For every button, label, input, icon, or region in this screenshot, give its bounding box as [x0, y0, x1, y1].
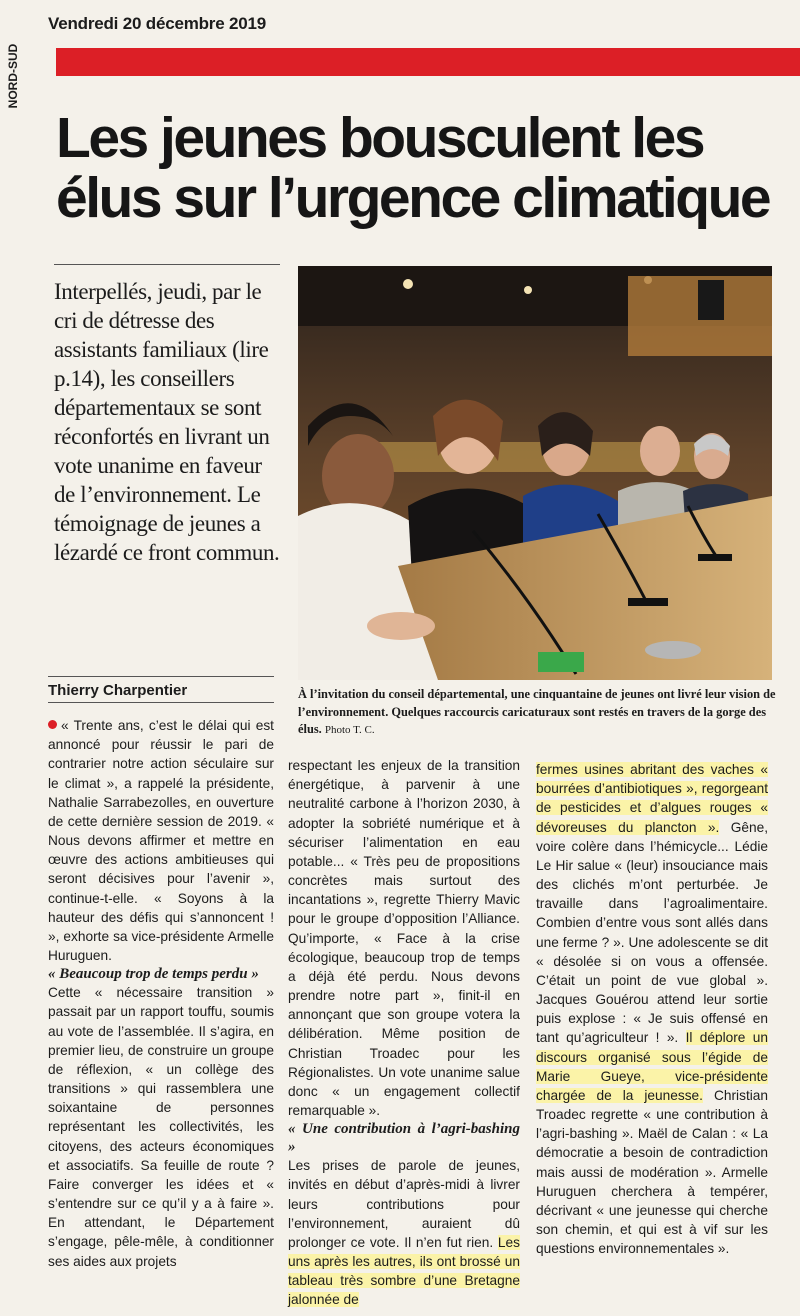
col1-paragraph-2: Cette « nécessaire transition » passait par un rapport touffu, soumis au vote de l’assemblée. Il s’agira, en premier lieu, de construire un groupe de réflexion, « un collège des transitions » qui rassemblera une soixantaine de personnes représentant les collectivités, les citoyens, des acteurs économiques et associatifs. Sa feuille de route ? Faire converger les idées et « s’entendre sur ce qu’il y a à faire ». En attendant, le Département s’engage, pêle-mêle, à conditionner ses aides aux projets: [48, 985, 274, 1269]
photo-caption: [298, 686, 784, 739]
headline-line-1: Les jeunes bousculent les: [56, 106, 704, 170]
byline-author: Thierry Charpentier: [48, 682, 188, 699]
byline-top-rule: [48, 676, 274, 677]
article-column-2: [288, 756, 520, 1310]
col2-paragraph-1: respectant les enjeux de la transition énergétique, à parvenir à une neutralité carbone à l’horizon 2030, à adopter la sobriété numérique et à sécuriser l’alimentation en eau potable... « Très peu de propositions concrètes mais surtout des incantations », regrette Thierry Mavic pour le groupe d’opposition l’Alliance. Qu’importe, « Face à la crise écologique, beaucoup trop de temps a déjà été perdu. Nous devons prendre notre part », finit-il en annonçant que son groupe votera la délibération. Même position de Christian Troadec pour les Régionalistes. Un vote unanime salue donc « un engagement collectif remarquable ».: [288, 758, 520, 1119]
col1-paragraph-1: « Trente ans, c’est le délai qui est annoncé pour réussir le pari de contrarier notre action séculaire sur le climat », a rappelé la présidente, Nathalie Sarrabezolles, en ouverture de cette dernière session de 2019. « Nous devons affirmer et mettre en œuvre des actions ambitieuses qui seront décisives pour l’avenir », continue-t-elle. « Soyons à la hauteur des défis qui s’annoncent ! », exhorte sa vice-présidente Armelle Huruguen.: [48, 718, 274, 964]
highlighted-text: Il déplore un discours organisé sous l’égide de Marie Gueye, vice-présidente chargée de la jeunesse.: [536, 1030, 768, 1103]
edition-date: Vendredi 20 décembre 2019: [48, 14, 267, 33]
article-column-1: [48, 716, 274, 1271]
header-red-bar: [56, 48, 800, 76]
headline-line-2: élus sur l’urgence climatique: [56, 166, 770, 231]
article-headline: [56, 108, 796, 229]
article-column-3: [536, 760, 768, 1258]
red-bullet-icon: [48, 720, 57, 729]
section-label: [2, 36, 24, 116]
article-photo: [298, 266, 772, 680]
caption-text: À l’invitation du conseil départemental, une cinquantaine de jeunes ont livré leur vision de l’environnement. Quelques raccourcis caricaturaux sont restés en travers de la gorge des élus.: [298, 687, 776, 737]
subheading-agri-bashing: « Une contribution à l’agri-bashing »: [288, 1121, 520, 1156]
col3-paragraph: [536, 760, 768, 1258]
col2-paragraph-2: [288, 1156, 520, 1309]
highlighted-text: fermes usines abritant des vaches « bourrées d’antibiotiques », regorgeant de pesticides et d’algues rouges « dévoreuses du plancton ».: [536, 762, 768, 835]
highlighted-text: Les uns après les autres, ils ont brossé un tableau très sombre d’une Bretagne jalonnée de: [288, 1234, 520, 1308]
chapo-top-rule: [54, 264, 280, 265]
byline-bottom-rule: [48, 702, 274, 703]
col3-text: Christian Troadec regrette « une contribution à l’agri-bashing ». Maël de Calan : « La démocratie a besoin de contradiction mais aussi de modération ». Armelle Huruguen cherchera à tempérer, décrivant « une jeunesse qui cherche son chemin, et qui est à vif sur les questions environnementales ».: [536, 1087, 769, 1257]
subheading-temps-perdu: « Beaucoup trop de temps perdu »: [48, 966, 259, 983]
photo-illustration: [298, 266, 772, 680]
section-label-text: NORD-SUD: [6, 43, 20, 109]
body-paragraph: [48, 716, 274, 965]
col2-text: Les prises de parole de jeunes, invités en début d’après-midi à livrer leurs contributions pour l’environnement, auraient dû prolonger ce vote. Il n’en fut rien.: [288, 1158, 520, 1250]
photo-credit: Photo T. C.: [324, 724, 375, 737]
col3-text: Gêne, voire colère dans l’hémicycle... Lédie Le Hir salue « (leur) insouciance mais des clichés m’ont perturbée. Je travaille dans l’agroalimentaire. Combien d’entre vous sont allés dans une ferme ? ». Une adolescente se dit « désolée si on vous a offensée. C’était un point de vue global ». Jacques Gouérou attend leur sortie puis explose : « Je suis offensé en tant qu’agriculteur ! ».: [536, 819, 769, 1046]
article-lead: Interpellés, jeudi, par le cri de détresse des assistants familiaux (lire p.14), les conseillers départementaux se sont réconfortés en livrant un vote unanime en faveur de l’environnement. Le témoignage de jeunes a lézardé ce front commun.: [54, 279, 280, 565]
